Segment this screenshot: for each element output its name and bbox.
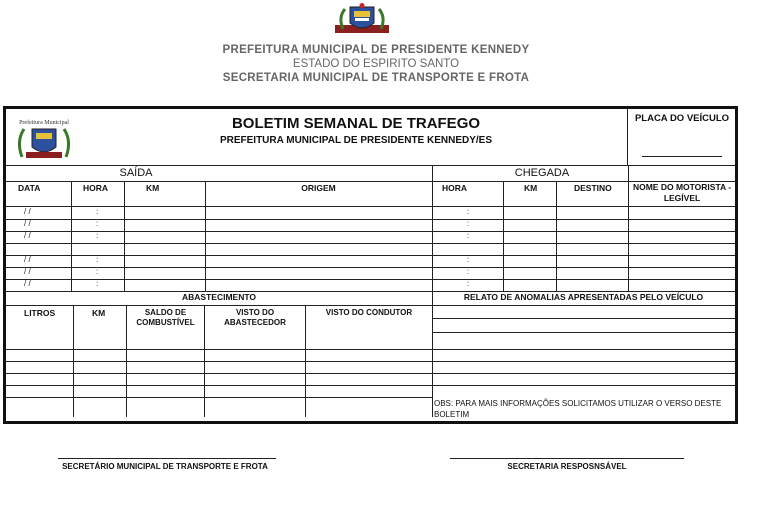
plate-field[interactable] xyxy=(642,156,722,157)
col-saldo: SALDO DE COMBUSTÍVEL xyxy=(136,308,195,327)
relato-label: RELATO DE ANOMALIAS APRESENTADAS PELO VEÍCULO xyxy=(463,292,704,302)
signature-label-left: SECRETÁRIO MUNICIPAL DE TRANSPORTE E FROTA xyxy=(62,462,268,471)
date-mark: / / xyxy=(24,219,31,228)
time-mark: : xyxy=(467,279,470,288)
col-data: DATA xyxy=(18,183,41,193)
date-mark: / / xyxy=(24,231,31,240)
header-secretaria: SECRETARIA MUNICIPAL DE TRANSPORTE E FROTA xyxy=(222,72,530,84)
col-destino: DESTINO xyxy=(574,183,612,193)
seal-logo xyxy=(14,117,74,161)
time-mark: : xyxy=(467,255,470,264)
time-mark: : xyxy=(467,231,470,240)
col-litros: LITROS xyxy=(24,308,56,318)
time-mark: : xyxy=(467,207,470,216)
header-prefeitura: PREFEITURA MUNICIPAL DE PRESIDENTE KENNEDY xyxy=(222,44,530,56)
signature-label-right: SECRETARIA RESPOSNSÁVEL xyxy=(507,462,627,471)
time-mark: : xyxy=(96,231,99,240)
signature-line-left xyxy=(58,458,276,459)
time-mark: : xyxy=(96,267,99,276)
time-mark: : xyxy=(96,219,99,228)
time-mark: : xyxy=(96,255,99,264)
chegada-label: CHEGADA xyxy=(514,167,570,179)
col-motorista: NOME DO MOTORISTA - LEGÍVEL xyxy=(632,182,732,203)
form-subtitle: PREFEITURA MUNICIPAL DE PRESIDENTE KENNEDY/ES xyxy=(219,135,493,146)
traffic-bulletin-form xyxy=(3,106,738,424)
signature-line-right xyxy=(450,458,684,459)
col-km-fuel: KM xyxy=(92,308,106,318)
col-hora: HORA xyxy=(83,183,109,193)
obs-note: OBS: PARA MAIS INFORMAÇÕES SOLICITAMOS UTILIZAR O VERSO DESTE BOLETIM xyxy=(434,399,722,419)
col-visto-condutor: VISTO DO CONDUTOR xyxy=(325,308,413,317)
col-hora-chegada: HORA xyxy=(442,183,468,193)
saida-label: SAÍDA xyxy=(119,167,153,179)
municipal-crest-logo xyxy=(333,3,391,37)
svg-text:Prefeitura Municipal: Prefeitura Municipal xyxy=(19,120,69,126)
date-mark: / / xyxy=(24,267,31,276)
date-mark: / / xyxy=(24,279,31,288)
header-estado: ESTADO DO ESPIRITO SANTO xyxy=(292,58,460,70)
date-mark: / / xyxy=(24,207,31,216)
time-mark: : xyxy=(96,207,99,216)
col-km-chegada: KM xyxy=(524,183,538,193)
abastecimento-label: ABASTECIMENTO xyxy=(182,292,256,302)
time-mark: : xyxy=(96,279,99,288)
date-mark: / / xyxy=(24,255,31,264)
col-km: KM xyxy=(146,183,160,193)
form-title: BOLETIM SEMANAL DE TRAFEGO xyxy=(231,115,481,132)
time-mark: : xyxy=(467,267,470,276)
time-mark: : xyxy=(467,219,470,228)
col-visto-abastecedor: VISTO DO ABASTECEDOR xyxy=(224,308,286,327)
col-origem: ORIGEM xyxy=(301,183,336,193)
plate-label: PLACA DO VEÍCULO xyxy=(634,113,730,124)
